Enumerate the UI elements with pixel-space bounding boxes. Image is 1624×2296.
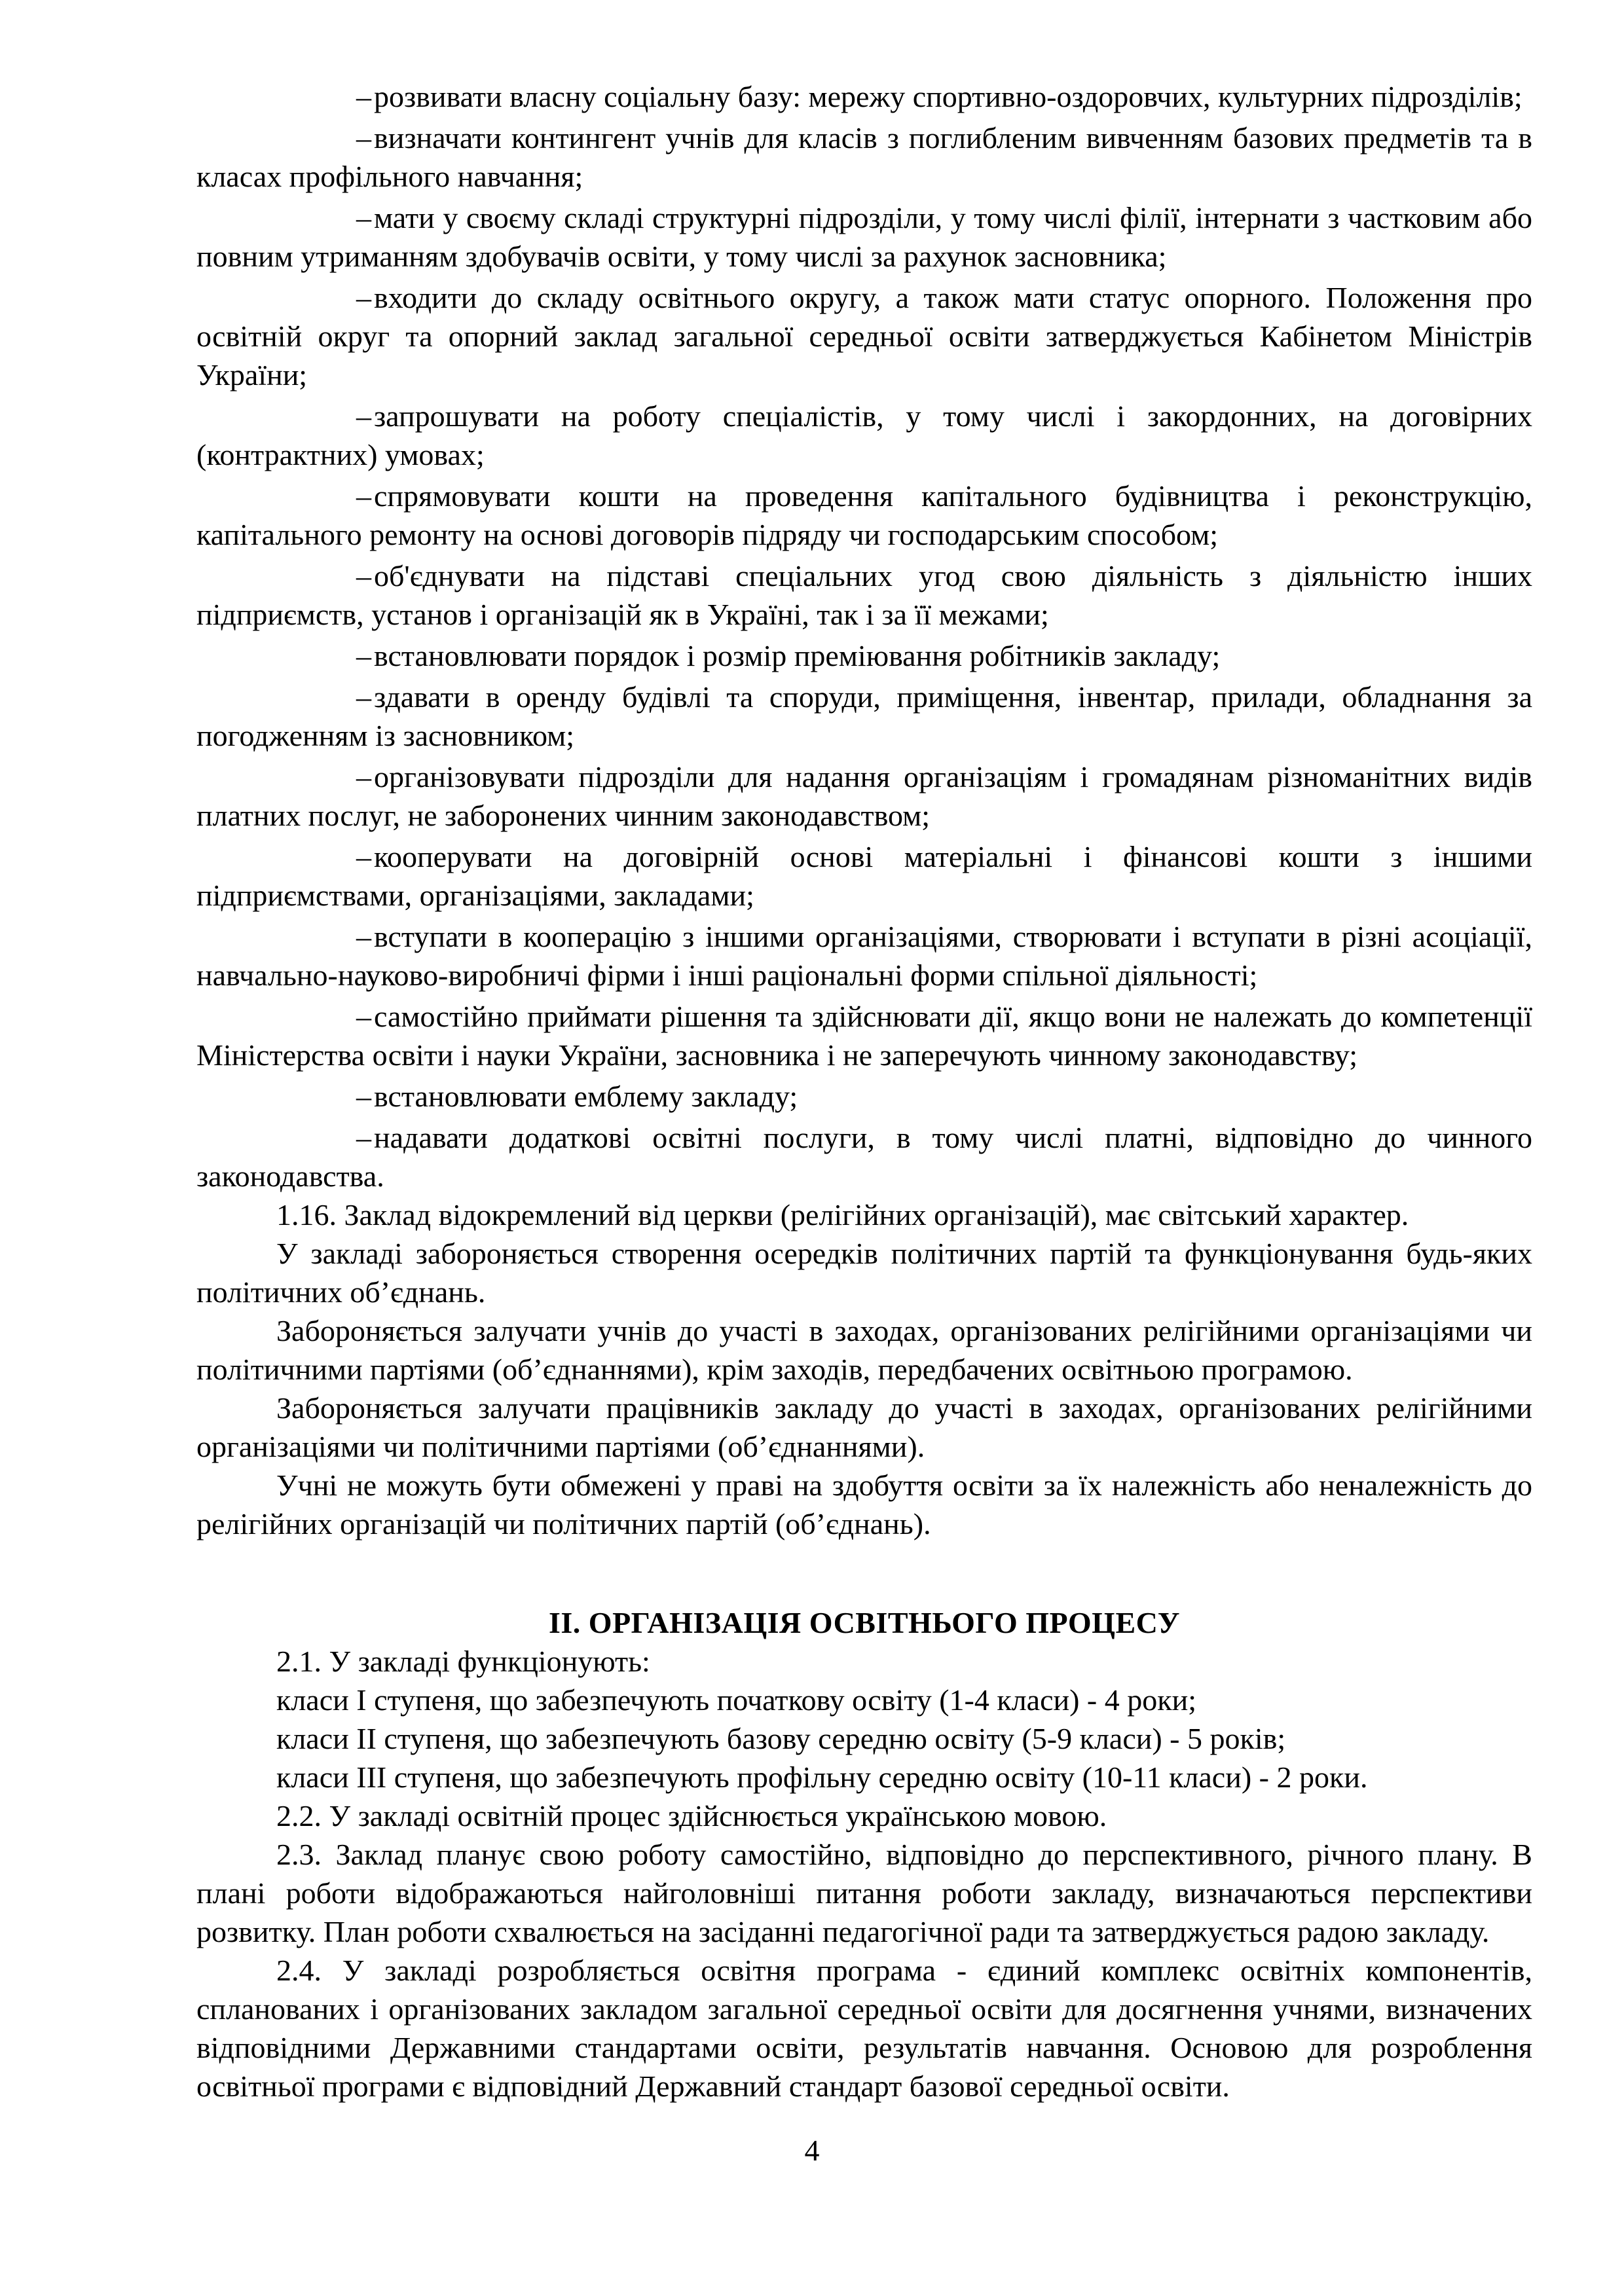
dash-marker: –: [356, 479, 371, 513]
dash-marker: –: [356, 760, 371, 793]
rights-list-item: –кооперувати на договірній основі матеріальні і фінансові кошти з іншими підприємствами, організаціями, закладами;: [196, 837, 1532, 915]
rights-list-item: –вступати в кооперацію з іншими організаціями, створювати і вступати в різні асоціації, навчально-науково-виробничі фірми і інші раціональні форми спільної діяльності;: [196, 917, 1532, 994]
level-item: класи ІІІ ступеня, що забезпечують профільну середню освіту (10-11 класи) - 2 роки.: [276, 1760, 1368, 1794]
paragraph-right-to-education: Учні не можуть бути обмежені у праві на здобуття освіти за їх належність або неналежність до релігійних організацій чи політичних партій (об’єднань).: [196, 1468, 1532, 1540]
dash-marker: –: [356, 80, 371, 113]
rights-list-item: –здавати в оренду будівлі та споруди, приміщення, інвентар, прилади, обладнання за погодженням із засновником;: [196, 678, 1532, 755]
paragraph-2-4: 2.4. У закладі розробляється освітня програма - єдиний комплекс освітніх компонентів, спланованих і організованих закладом загальної середньої освіти для досягнення учнями, визначених відповідними Державними стандартами освіти, результатів навчання. Основою для розроблення освітньої програми є відповідний Державний стандарт базової середньої освіти.: [196, 1954, 1532, 2103]
rights-list-item: –надавати додаткові освітні послуги, в тому числі платні, відповідно до чинного законодавства.: [196, 1118, 1532, 1195]
document-page: [196, 77, 1532, 2105]
dash-marker: –: [356, 201, 371, 234]
page-number: 4: [804, 2134, 820, 2167]
rights-list-item: –встановлювати порядок і розмір преміювання робітників закладу;: [196, 636, 1532, 675]
dash-marker: –: [356, 1000, 371, 1033]
dash-marker: –: [356, 840, 371, 873]
rights-list-item: –розвивати власну соціальну базу: мережу спортивно-оздоровчих, культурних підрозділів;: [196, 77, 1532, 116]
level-item: класи ІІ ступеня, що забезпечують базову середню освіту (5-9 класи) - 5 років;: [276, 1722, 1286, 1755]
section-heading: ІІ. ОРГАНІЗАЦІЯ ОСВІТНЬОГО ПРОЦЕСУ: [548, 1606, 1181, 1639]
rights-list-item: –входити до складу освітнього округу, а також мати статус опорного. Положення про освітній округ та опорний заклад загальної середньої освіти затверджується Кабінетом Міністрів України;: [196, 278, 1532, 394]
dash-marker: –: [356, 639, 371, 672]
rights-list-item: –запрошувати на роботу спеціалістів, у тому числі і закордонних, на договірних (контрактних) умовах;: [196, 397, 1532, 474]
dash-marker: –: [356, 281, 371, 314]
dash-marker: –: [356, 1080, 371, 1113]
paragraph-staff-participation: Забороняється залучати працівників закладу до участі в заходах, організованих релігійними організаціями чи політичними партіями (об’єднаннями).: [196, 1391, 1532, 1463]
paragraph-2-3: 2.3. Заклад планує свою роботу самостійно, відповідно до перспективного, річного плану. В плані роботи відображаються найголовніші питання роботи закладу, визначаються перспективи розвитку. План роботи схвалюється на засіданні педагогічної ради та затверджується радою закладу.: [196, 1838, 1532, 1948]
dash-marker: –: [356, 121, 371, 155]
paragraph-2-2: 2.2. У закладі освітній процес здійснюється українською мовою.: [276, 1799, 1107, 1832]
section-1-16: [196, 1195, 1532, 1543]
rights-list-item: –встановлювати емблему закладу;: [196, 1077, 1532, 1116]
level-item: класи І ступеня, що забезпечують початкову освіту (1-4 класи) - 4 роки;: [276, 1683, 1196, 1717]
paragraph-political-parties: У закладі забороняється створення осередків політичних партій та функціонування будь-яких політичних об’єднань.: [196, 1237, 1532, 1309]
dash-marker: –: [356, 1121, 371, 1154]
rights-list-item: –об'єднувати на підставі спеціальних угод свою діяльність з діяльністю інших підприємств, установ і організацій як в Україні, так і за її межами;: [196, 556, 1532, 634]
section-2: [196, 1603, 1532, 2105]
paragraph-students-participation: Забороняється залучати учнів до участі в заходах, організованих релігійними організаціями чи політичними партіями (об’єднаннями), крім заходів, передбачених освітньою програмою.: [196, 1314, 1532, 1386]
dash-marker: –: [356, 559, 371, 592]
paragraph-2-1: 2.1. У закладі функціонують:: [276, 1645, 650, 1678]
rights-list-item: –самостійно приймати рішення та здійснювати дії, якщо вони не належать до компетенції Міністерства освіти і науки України, засновника і не заперечують чинному законодавству;: [196, 997, 1532, 1074]
dash-marker: –: [356, 680, 371, 714]
rights-list-item: –визначати контингент учнів для класів з поглибленим вивченням базових предметів та в класах профільного навчання;: [196, 118, 1532, 196]
rights-list-item: –організовувати підрозділи для надання організаціям і громадянам різноманітних видів платних послуг, не заборонених чинним законодавством;: [196, 757, 1532, 835]
dash-marker: –: [356, 399, 371, 433]
rights-list-item: –спрямовувати кошти на проведення капітального будівництва і реконструкцію, капітального ремонту на основі договорів підряду чи господарським способом;: [196, 477, 1532, 554]
rights-list-item: –мати у своєму складі структурні підрозділи, у тому числі філії, інтернати з частковим або повним утриманням здобувачів освіти, у тому числі за рахунок засновника;: [196, 198, 1532, 276]
dash-marker: –: [356, 920, 371, 953]
paragraph-1-16: 1.16. Заклад відокремлений від церкви (релігійних організацій), має світський характер.: [276, 1198, 1409, 1231]
rights-list: [196, 77, 1532, 1195]
